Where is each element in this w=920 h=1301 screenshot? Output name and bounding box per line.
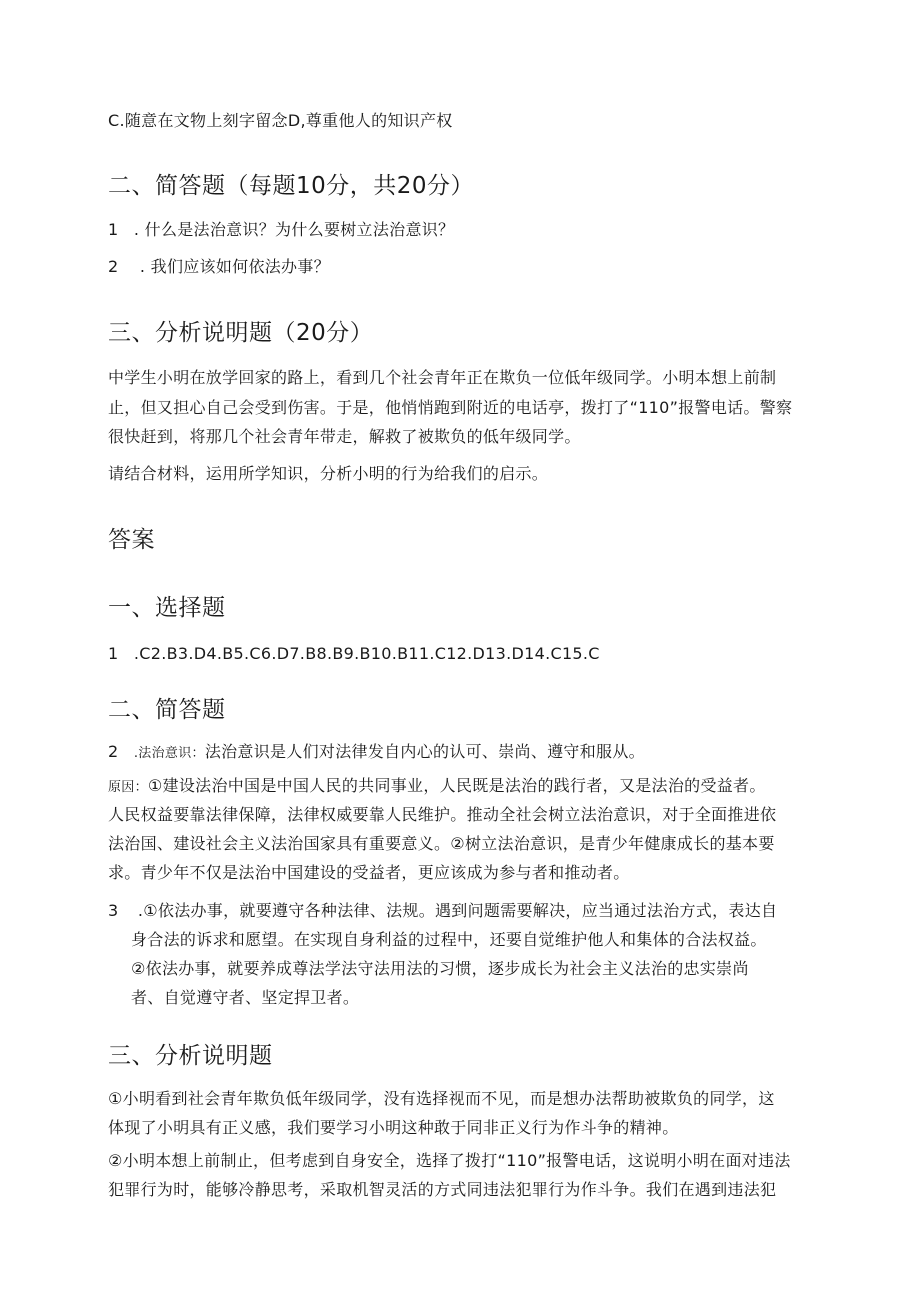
answer-number: 1 xyxy=(108,644,119,663)
choice-answers xyxy=(108,643,600,665)
analysis-answer-line: 体现了小明具有正义感，我们要学习小明这种敢于同非正义行为作斗争的精神。 xyxy=(108,1118,679,1137)
answer-3-line: 者、自觉遵守者、坚定捍卫者。 xyxy=(131,988,360,1007)
question-1 xyxy=(108,219,454,241)
answer-2 xyxy=(108,741,645,765)
analysis-answer-line: ②小明本想上前制止，但考虑到自身安全，选择了拨打“110”报警电话，这说明小明在面对违法 xyxy=(108,1151,791,1170)
material-line: 中学生小明在放学回家的路上，看到几个社会青年正在欺负一位低年级同学。小明本想上前制 xyxy=(108,368,777,387)
reason-line: 法治国、建设社会主义法治国家具有重要意义。②树立法治意识，是青少年健康成长的基本要 xyxy=(108,834,775,853)
reason-label: 原因： xyxy=(108,780,148,795)
question-number: 2 xyxy=(108,257,119,276)
answer-label: .法治意识： xyxy=(133,746,205,761)
material-line: 止，但又担心自己会受到伤害。于是，他悄悄跑到附近的电话亭，拨打了“110”报警电话。警察 xyxy=(108,398,793,417)
reason-line: 人民权益要靠法律保障，法律权威要靠人民维护。推动全社会树立法治意识，对于全面推进依 xyxy=(108,805,777,824)
answer-number: 3 xyxy=(108,901,119,920)
answer-number: 2 xyxy=(108,742,119,761)
answers-title: 答案 xyxy=(108,527,155,553)
section-title-short-answer: 二、简答题（每题10分，共20分） xyxy=(108,173,475,199)
choice-answer-text: .C2.B3.D4.B5.C6.D7.B8.B9.B10.B11.C12.D13.D14.C15.C xyxy=(133,644,600,663)
analysis-answer-line: ①小明看到社会青年欺负低年级同学，没有选择视而不见，而是想办法帮助被欺负的同学，这 xyxy=(108,1089,775,1108)
answer-text: 法治意识是人们对法律发自内心的认可、崇尚、遵守和服从。 xyxy=(204,742,645,761)
question-text: . 什么是法治意识？为什么要树立法治意识？ xyxy=(133,220,455,239)
answers-section-choice: 一、选择题 xyxy=(108,595,226,621)
option-line: C.随意在文物上刻字留念D,尊重他人的知识产权 xyxy=(108,111,453,130)
answer-3-line: 身合法的诉求和愿望。在实现自身利益的过程中，还要自觉维护他人和集体的合法权益。 xyxy=(131,930,767,949)
reason-text: ①建设法治中国是中国人民的共同事业，人民既是法治的践行者，又是法治的受益者。 xyxy=(147,776,766,795)
question-text: . 我们应该如何依法办事？ xyxy=(139,257,330,276)
answer-text: .①依法办事，就要遵守各种法律、法规。遇到问题需要解决，应当通过法治方式，表达自 xyxy=(137,901,778,920)
answer-3-line: ②依法办事，就要养成尊法学法守法用法的习惯，逐步成长为社会主义法治的忠实崇尚 xyxy=(131,959,749,978)
reason-first-line xyxy=(108,775,766,799)
analysis-prompt: 请结合材料，运用所学知识，分析小明的行为给我们的启示。 xyxy=(108,464,549,483)
reason-line: 求。青少年不仅是法治中国建设的受益者，更应该成为参与者和推动者。 xyxy=(108,863,630,882)
analysis-answer-line: 犯罪行为时，能够冷静思考，采取机智灵活的方式同违法犯罪行为作斗争。我们在遇到违法犯 xyxy=(108,1180,777,1199)
question-2 xyxy=(108,256,330,278)
section-title-analysis: 三、分析说明题（20分） xyxy=(108,320,374,346)
answers-section-analysis: 三、分析说明题 xyxy=(108,1043,273,1069)
answers-section-short: 二、简答题 xyxy=(108,697,226,723)
question-number: 1 xyxy=(108,220,119,239)
material-line: 很快赶到，将那几个社会青年带走，解救了被欺负的低年级同学。 xyxy=(108,427,581,446)
answer-3 xyxy=(108,900,777,922)
